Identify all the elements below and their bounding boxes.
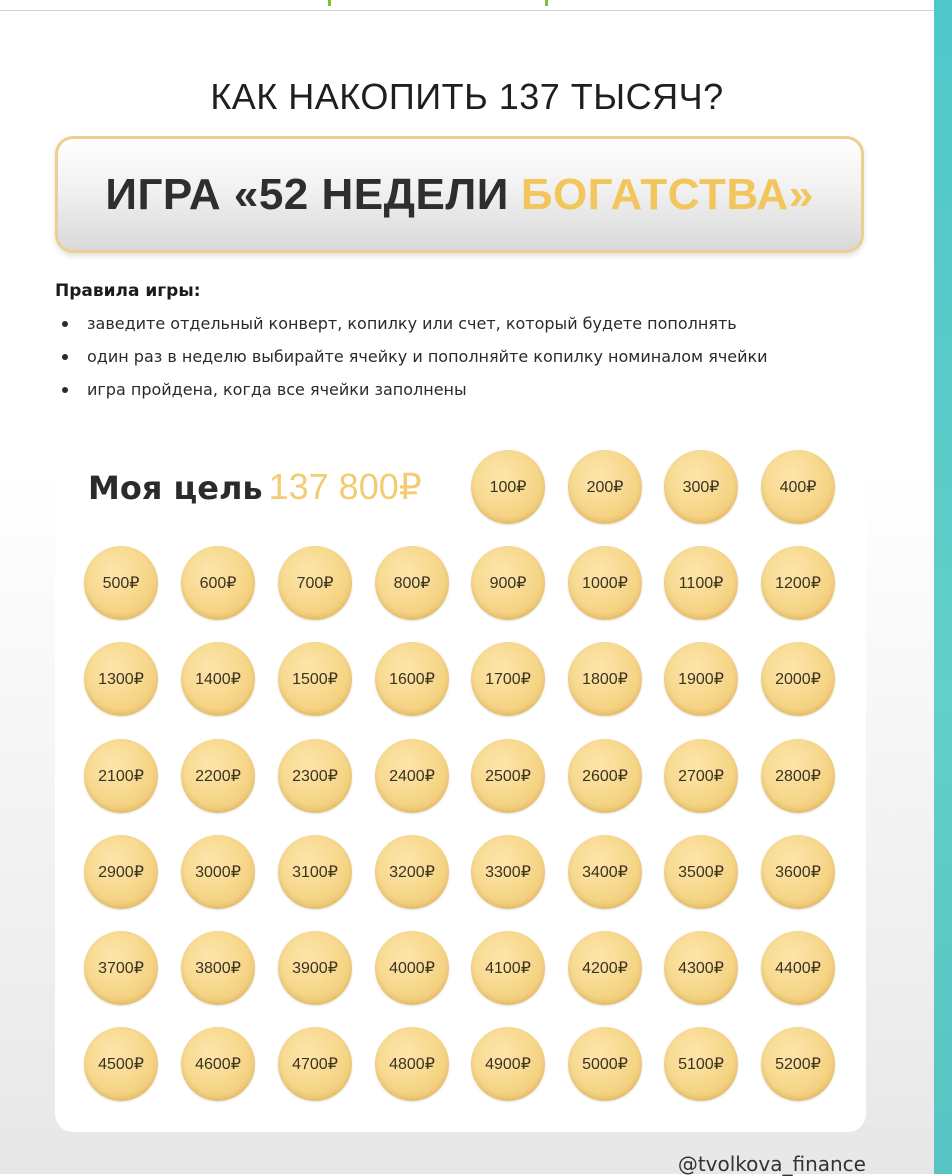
savings-cell[interactable]: 5200₽ xyxy=(761,1027,835,1101)
page-headline: КАК НАКОПИТЬ 137 ТЫСЯЧ? xyxy=(210,76,724,117)
savings-cell[interactable]: 1300₽ xyxy=(84,642,158,716)
savings-cell[interactable]: 3200₽ xyxy=(375,835,449,909)
savings-cell[interactable]: 1200₽ xyxy=(761,546,835,620)
savings-cell[interactable]: 4200₽ xyxy=(568,931,642,1005)
savings-cell[interactable]: 4700₽ xyxy=(278,1027,352,1101)
game-title-banner xyxy=(55,136,864,253)
rules-item xyxy=(55,311,768,344)
savings-cell[interactable]: 600₽ xyxy=(181,546,255,620)
savings-cell[interactable]: 2600₽ xyxy=(568,739,642,813)
savings-cell[interactable]: 1600₽ xyxy=(375,642,449,716)
savings-cell[interactable]: 4000₽ xyxy=(375,931,449,1005)
savings-cell[interactable]: 2300₽ xyxy=(278,739,352,813)
savings-cell[interactable]: 4300₽ xyxy=(664,931,738,1005)
savings-cell[interactable]: 2800₽ xyxy=(761,739,835,813)
savings-cell[interactable]: 3700₽ xyxy=(84,931,158,1005)
side-accent-strip xyxy=(934,0,952,1174)
savings-card xyxy=(55,424,866,1132)
savings-cell[interactable]: 700₽ xyxy=(278,546,352,620)
goal-label: Моя цель xyxy=(88,469,263,507)
savings-cell[interactable]: 2900₽ xyxy=(84,835,158,909)
goal-amount: 137 800₽ xyxy=(268,466,422,507)
savings-cell[interactable]: 3900₽ xyxy=(278,931,352,1005)
savings-cell[interactable]: 3800₽ xyxy=(181,931,255,1005)
rules-item-text: игра пройдена, когда все ячейки заполнены xyxy=(87,380,467,399)
goal-heading xyxy=(88,466,422,508)
savings-cell[interactable]: 5100₽ xyxy=(664,1027,738,1101)
savings-cell[interactable]: 1000₽ xyxy=(568,546,642,620)
author-credit: @tvolkova_finance xyxy=(677,1152,866,1176)
savings-cell[interactable]: 1900₽ xyxy=(664,642,738,716)
savings-cell[interactable]: 100₽ xyxy=(471,450,545,524)
savings-cell[interactable]: 400₽ xyxy=(761,450,835,524)
savings-cell[interactable]: 2100₽ xyxy=(84,739,158,813)
savings-cell[interactable]: 4900₽ xyxy=(471,1027,545,1101)
savings-cell[interactable]: 2500₽ xyxy=(471,739,545,813)
savings-cell[interactable]: 3100₽ xyxy=(278,835,352,909)
rules-title: Правила игры: xyxy=(55,281,201,301)
savings-cell[interactable]: 800₽ xyxy=(375,546,449,620)
savings-cell[interactable]: 3000₽ xyxy=(181,835,255,909)
rules-list xyxy=(55,311,768,410)
savings-cell[interactable]: 4400₽ xyxy=(761,931,835,1005)
rules-item xyxy=(55,344,768,377)
rules-item xyxy=(55,377,768,410)
top-divider xyxy=(0,10,934,11)
savings-cell[interactable]: 1400₽ xyxy=(181,642,255,716)
savings-cell[interactable]: 3600₽ xyxy=(761,835,835,909)
savings-cell[interactable]: 3500₽ xyxy=(664,835,738,909)
savings-cell[interactable]: 200₽ xyxy=(568,450,642,524)
bullet-icon xyxy=(62,387,68,393)
rules-item-text: заведите отдельный конверт, копилку или счет, который будете пополнять xyxy=(87,314,737,333)
savings-cell[interactable]: 2000₽ xyxy=(761,642,835,716)
savings-cell[interactable]: 1800₽ xyxy=(568,642,642,716)
savings-cell[interactable]: 4600₽ xyxy=(181,1027,255,1101)
savings-cell[interactable]: 1700₽ xyxy=(471,642,545,716)
bullet-icon xyxy=(62,354,68,360)
rules-item-text: один раз в неделю выбирайте ячейку и пополняйте копилку номиналом ячейки xyxy=(87,347,768,366)
savings-cell[interactable]: 2700₽ xyxy=(664,739,738,813)
banner-title-accent: БОГАТСТВА» xyxy=(520,169,814,219)
savings-cell[interactable]: 3300₽ xyxy=(471,835,545,909)
savings-cell[interactable]: 500₽ xyxy=(84,546,158,620)
savings-cell[interactable]: 4800₽ xyxy=(375,1027,449,1101)
savings-cell[interactable]: 4500₽ xyxy=(84,1027,158,1101)
savings-cell[interactable]: 5000₽ xyxy=(568,1027,642,1101)
savings-cell[interactable]: 2200₽ xyxy=(181,739,255,813)
top-mark-right xyxy=(545,0,548,6)
bullet-icon xyxy=(62,321,68,327)
savings-cell[interactable]: 1100₽ xyxy=(664,546,738,620)
savings-cell[interactable]: 3400₽ xyxy=(568,835,642,909)
savings-cell[interactable]: 4100₽ xyxy=(471,931,545,1005)
savings-cell[interactable]: 300₽ xyxy=(664,450,738,524)
savings-cell[interactable]: 900₽ xyxy=(471,546,545,620)
top-mark-left xyxy=(328,0,331,6)
savings-cell[interactable]: 1500₽ xyxy=(278,642,352,716)
savings-cell[interactable]: 2400₽ xyxy=(375,739,449,813)
banner-title-main: ИГРА «52 НЕДЕЛИ xyxy=(105,169,509,219)
